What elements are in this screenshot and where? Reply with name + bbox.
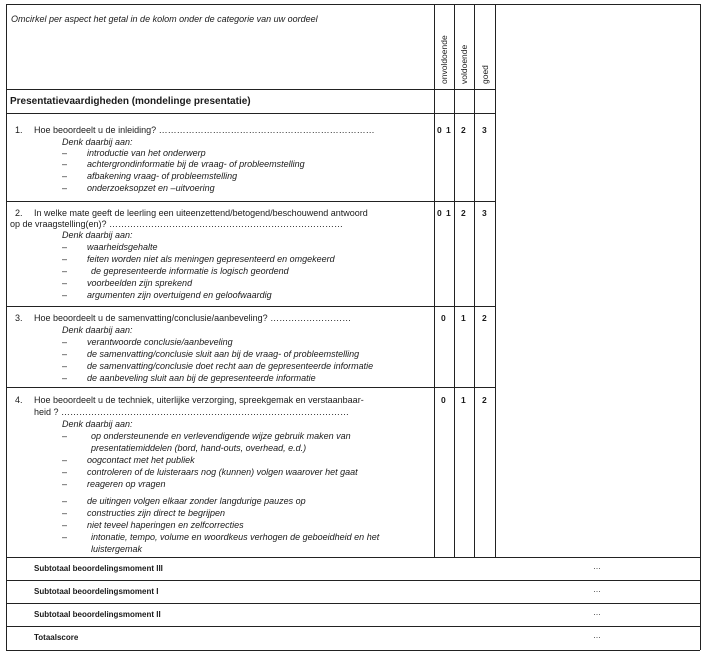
question-number: 4. [15, 395, 23, 405]
criterion-item-continued: presentatiemiddelen (bord, hand-outs, overhead, e.d.) [91, 443, 307, 453]
criterion-item: argumenten zijn overtuigend en geloofwaardig [87, 290, 272, 300]
bullet-dash: – [62, 278, 68, 288]
question-text: heid ? …………………………………………………………………………………… [34, 407, 350, 417]
criterion-item: op ondersteunende en verlevendigende wijze gebruik maken van [91, 431, 351, 441]
criterion-item: de samenvatting/conclusie doet recht aan de gepresenteerde informatie [87, 361, 374, 371]
column-divider [454, 4, 455, 557]
bullet-dash: – [62, 148, 68, 158]
criterion-item: constructies zijn direct te begrijpen [87, 508, 226, 518]
criterion-item: intonatie, tempo, volume en woordkeus verhogen de geboeidheid en het [91, 532, 380, 542]
bullet-dash: – [62, 349, 68, 359]
score-option[interactable]: 1 [446, 208, 451, 218]
criterion-item: niet teveel haperingen en zelfcorrecties [87, 520, 244, 530]
row-divider [6, 626, 700, 627]
row-divider [6, 387, 495, 388]
score-option[interactable]: 2 [482, 395, 487, 405]
bullet-dash: – [62, 266, 68, 276]
bullet-dash: – [62, 290, 68, 300]
criterion-item: de aanbeveling sluit aan bij de gepresenteerde informatie [87, 373, 316, 383]
criterion-item: de uitingen volgen elkaar zonder langdurige pauzes op [87, 496, 306, 506]
subtotal-label: Subtotaal beoordelingsmoment III [34, 564, 163, 573]
question-text: Hoe beoordeelt u de samenvatting/conclusie/aanbeveling? ……………………… [34, 313, 352, 323]
subtotal-label: Subtotaal beoordelingsmoment II [34, 610, 161, 619]
criterion-item: oogcontact met het publiek [87, 455, 195, 465]
criterion-item: controleren of de luisteraars nog (kunnen) volgen waarover het gaat [87, 467, 358, 477]
criterion-item: verantwoorde conclusie/aanbeveling [87, 337, 233, 347]
table-border-top [6, 4, 700, 5]
bullet-dash: – [62, 373, 68, 383]
hint-label: Denk daarbij aan: [62, 230, 133, 240]
subtotal-value[interactable]: … [593, 585, 601, 594]
criterion-item-continued: luistergemak [91, 544, 143, 554]
table-border-left [6, 4, 7, 650]
row-divider [6, 580, 700, 581]
row-divider [6, 306, 495, 307]
table-border-right [700, 4, 701, 650]
row-divider [6, 557, 700, 558]
criterion-item: onderzoeksopzet en –uitvoering [87, 183, 215, 193]
bullet-dash: – [62, 159, 68, 169]
bullet-dash: – [62, 183, 68, 193]
question-text: In welke mate geeft de leerling een uiteenzettend/betogend/beschouwend antwoord [34, 208, 368, 218]
column-divider [474, 4, 475, 557]
score-option[interactable]: 1 [461, 313, 466, 323]
subtotal-label: Subtotaal beoordelingsmoment I [34, 587, 159, 596]
bullet-dash: – [62, 431, 68, 441]
question-text: op de vraagstelling(en)? …………………………………………………………………… [10, 219, 344, 229]
row-divider [6, 603, 700, 604]
question-number: 1. [15, 125, 23, 135]
criterion-item: feiten worden niet als meningen gepresenteerd en omgekeerd [87, 254, 335, 264]
question-text: Hoe beoordeelt u de inleiding? ……………………………………………………………… [34, 125, 375, 135]
subtotal-value[interactable]: … [593, 562, 601, 571]
hint-label: Denk daarbij aan: [62, 419, 133, 429]
criterion-item: waarheidsgehalte [87, 242, 158, 252]
score-option[interactable]: 2 [461, 125, 466, 135]
hint-label: Denk daarbij aan: [62, 137, 133, 147]
hint-label: Denk daarbij aan: [62, 325, 133, 335]
score-option[interactable]: 3 [482, 208, 487, 218]
bullet-dash: – [62, 532, 68, 542]
category-voldoende: voldoende [459, 44, 469, 84]
bullet-dash: – [62, 467, 68, 477]
score-option[interactable]: 0 [437, 208, 442, 218]
criterion-item: afbakening vraag- of probleemstelling [87, 171, 238, 181]
score-option[interactable]: 2 [461, 208, 466, 218]
question-text: Hoe beoordeelt u de techniek, uiterlijke verzorging, spreekgemak en verstaanbaar- [34, 395, 364, 405]
row-divider [6, 113, 495, 114]
instruction-text: Omcirkel per aspect het getal in de kolom onder de categorie van uw oordeel [11, 14, 318, 24]
bullet-dash: – [62, 455, 68, 465]
criterion-item: de samenvatting/conclusie sluit aan bij de vraag- of probleemstelling [87, 349, 360, 359]
bullet-dash: – [62, 337, 68, 347]
total-label: Totaalscore [34, 633, 79, 642]
subtotal-value[interactable]: … [593, 608, 601, 617]
question-number: 2. [15, 208, 23, 218]
criterion-item: reageren op vragen [87, 479, 166, 489]
category-goed: goed [480, 65, 490, 84]
score-option[interactable]: 0 [441, 395, 446, 405]
bullet-dash: – [62, 242, 68, 252]
row-divider [6, 201, 495, 202]
bullet-dash: – [62, 496, 68, 506]
total-value[interactable]: … [593, 631, 601, 640]
bullet-dash: – [62, 254, 68, 264]
table-border-bottom [6, 650, 700, 651]
score-option[interactable]: 0 [441, 313, 446, 323]
criterion-item: voorbeelden zijn sprekend [87, 278, 193, 288]
bullet-dash: – [62, 479, 68, 489]
bullet-dash: – [62, 520, 68, 530]
score-option[interactable]: 2 [482, 313, 487, 323]
bullet-dash: – [62, 171, 68, 181]
score-option[interactable]: 1 [446, 125, 451, 135]
bullet-dash: – [62, 508, 68, 518]
question-number: 3. [15, 313, 23, 323]
score-option[interactable]: 3 [482, 125, 487, 135]
bullet-dash: – [62, 361, 68, 371]
criterion-item: de gepresenteerde informatie is logisch geordend [91, 266, 289, 276]
category-onvoldoende: onvoldoende [439, 35, 449, 84]
criterion-item: achtergrondinformatie bij de vraag- of probleemstelling [87, 159, 305, 169]
column-divider [434, 4, 435, 557]
section-title: Presentatievaardigheden (mondelinge presentatie) [10, 96, 251, 107]
score-option[interactable]: 1 [461, 395, 466, 405]
column-divider [495, 4, 496, 557]
row-divider [6, 89, 495, 90]
criterion-item: introductie van het onderwerp [87, 148, 206, 158]
score-option[interactable]: 0 [437, 125, 442, 135]
